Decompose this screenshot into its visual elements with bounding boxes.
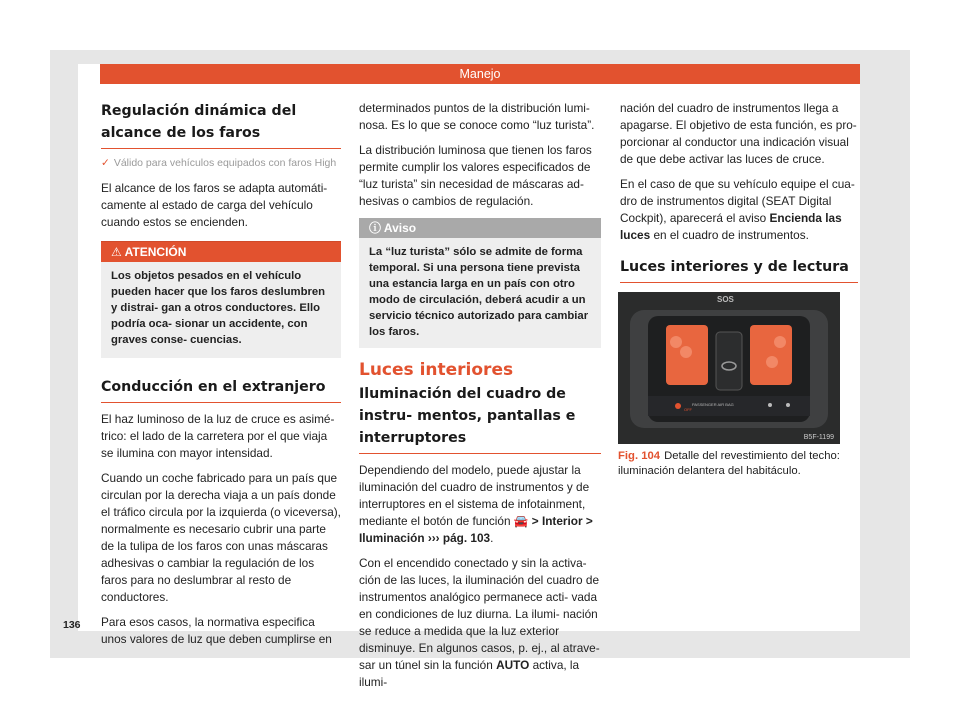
warning-box bbox=[101, 241, 341, 358]
paragraph: nación del cuadro de instrumentos llega a apagarse. El objetivo de esta función, es pro- porcionar al conductor una indicación visual de que debe activar las luces de cruce. bbox=[620, 101, 857, 166]
notice-text: La “luz turista” sólo se admite de forma temporal. Si una persona tiene prevista una estancia larga en un país con otro modo de circulación, deberá acudir a un servicio técnico autorizado para cambiar los faros. bbox=[369, 246, 589, 338]
heading-interior-lights: Luces interiores bbox=[359, 360, 514, 380]
heading-driving-abroad: Conducción en el extranjero bbox=[101, 376, 341, 403]
check-icon: ✓ bbox=[101, 157, 110, 169]
figure-code: B5F-1199 bbox=[803, 434, 834, 441]
airbag-label: PASSENGER AIR BAG bbox=[692, 402, 734, 407]
paragraph: Para esos casos, la normativa especifica unos valores de luz que deben cumplirse en bbox=[101, 615, 332, 646]
warning-text: Los objetos pesados en el vehículo pueden hacer que los faros deslumbren y distrai- gan a otros conductores. Ello podría oca- sionar un accidente, con graves conse- cuencias. bbox=[111, 270, 326, 346]
info-icon: ⓘ bbox=[369, 221, 382, 235]
page-reference-link[interactable]: ››› pág. 103 bbox=[427, 531, 491, 545]
paragraph: En el caso de que su vehículo equipe el cua- dro de instrumentos digital (SEAT Digital Cockpit), aparecerá el aviso Encienda las luces en el cuadro de instrumentos. bbox=[620, 177, 855, 242]
figure-label: Fig. 104 bbox=[618, 450, 661, 462]
column-2 bbox=[359, 100, 601, 699]
paragraph: El haz luminoso de la luz de cruce es asimé- trico: el lado de la carretera por el que viaja se ilumina con mayor intensidad. bbox=[101, 412, 335, 460]
paragraph: Dependiendo del modelo, puede ajustar la iluminación del cuadro de instrumentos y de interruptores en el sistema de infotainment, mediante el botón de función 🚘 > Interior > Iluminación ››› pág. 103. bbox=[359, 463, 593, 545]
column-1 bbox=[101, 100, 341, 656]
paragraph: determinados puntos de la distribución lumi- nosa. Es lo que se conoce como “luz turista”. bbox=[359, 101, 595, 132]
airbag-off-indicator-icon bbox=[675, 403, 681, 409]
airbag-off-label: OFF bbox=[684, 407, 692, 412]
paragraph: Con el encendido conectado y sin la activa- ción de las luces, la iluminación del cuadro de instrumentos analógico permanece acti- vada en condiciones de luz diurna. La ilumi- nación se reduce a medida que la luz exterior disminuye. En algunos casos, p. ej., al atrave- sar un túnel sin la función AUTO activa, la ilumi- bbox=[359, 556, 600, 689]
page-number: 136 bbox=[63, 619, 81, 631]
auto-label: AUTO bbox=[496, 658, 530, 672]
paragraph: El alcance de los faros se adapta automáti- camente al estado de carga del vehículo cuando estos se encienden. bbox=[101, 181, 328, 229]
section-header: Manejo bbox=[100, 64, 860, 84]
overhead-console-image bbox=[618, 292, 840, 444]
paragraph: La distribución luminosa que tienen los faros permite cumplir los valores especificados de “luz turista” sin necesidad de máscaras ad- hesivas o cambios de regulación. bbox=[359, 143, 592, 208]
reading-light-button-icon bbox=[786, 403, 790, 407]
column-3 bbox=[620, 100, 858, 291]
applicability-note: ✓ Válido para vehículos equipados con faros High bbox=[101, 157, 337, 169]
figure-caption: Fig. 104 Detalle del revestimiento del techo: iluminación delantera del habitáculo. bbox=[618, 450, 840, 477]
heading-reading-lights: Luces interiores y de lectura bbox=[620, 256, 858, 283]
warning-header: ⚠ ATENCIÓN bbox=[101, 242, 341, 262]
interior-light-button-icon bbox=[768, 403, 772, 407]
heading-headlight-range: Regulación dinámica del alcance de los faros bbox=[101, 100, 341, 149]
figure-interior-lights bbox=[618, 292, 840, 444]
warning-triangle-icon: ⚠ bbox=[111, 245, 122, 259]
sos-label: SOS bbox=[717, 295, 734, 304]
car-icon: 🚘 bbox=[513, 514, 529, 528]
notice-box bbox=[359, 218, 601, 348]
paragraph: Cuando un coche fabricado para un país que circulan por la derecha viaja a un país donde el tráfico circula por la izquierda (o viceversa), normalmente es necesario cubrir una parte de la tulipa de los faros con unas máscaras adhesivas o cambiar la regulación de los faros para no deslumbrar al resto de conductores. bbox=[101, 471, 341, 604]
heading-instrument-lighting: Iluminación del cuadro de instru- mentos, pantallas e interruptores bbox=[359, 383, 601, 454]
notice-header: ⓘ Aviso bbox=[359, 218, 601, 238]
